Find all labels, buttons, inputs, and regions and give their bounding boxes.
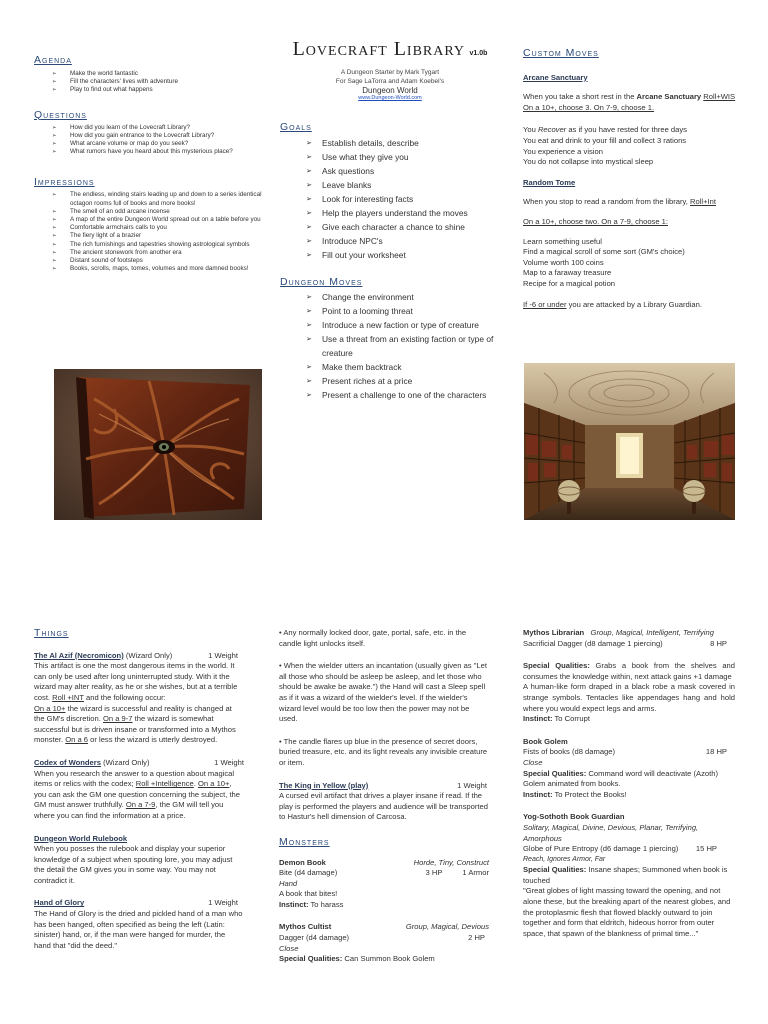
list-item: ➢ A map of the entire Dungeon World spread out on a table before you <box>52 216 264 224</box>
codex-text <box>34 769 244 822</box>
text-span: Roll+Int <box>690 197 716 207</box>
dungeon-moves-list <box>306 290 510 402</box>
list-item: ➢ The smell of an odd arcane incense <box>52 208 264 216</box>
text-span: 1 Weight <box>214 757 244 767</box>
text-span: 1 Weight <box>208 650 238 660</box>
goals-list <box>306 136 510 262</box>
arcane-sanctuary-choose: On a 10+, choose 3. On 7-9, choose 1. <box>523 102 655 112</box>
guardian-range: Reach, Ignores Armor, Far <box>523 855 606 863</box>
text-span: This artifact is one the most dangerous items in the world. It can only be used after long uninterrupted study. With it the wizard may alter reality, as he or she wishes, but at a terrible cost. <box>34 661 238 702</box>
text-span: To Protect the Books! <box>552 789 627 799</box>
librarian-instinct <box>523 714 735 725</box>
tome-option: Find a magical scroll of some sort (GM's choice) <box>523 247 685 257</box>
library-hall-image <box>524 363 735 520</box>
text-span: 2 HP <box>468 933 485 943</box>
librarian-header <box>523 628 735 639</box>
list-item: ➢ Fill the characters' lives with adventure <box>52 78 264 86</box>
cultist-stats <box>279 933 489 944</box>
list-item: ➢ Distant sound of footsteps <box>52 257 264 265</box>
right-column-bottom <box>523 628 735 939</box>
text-span: Hand of Glory <box>34 898 85 908</box>
text-span: Special Qualities: <box>523 768 587 778</box>
text-span: Group, Magical, Devious <box>405 922 489 932</box>
al-azif-header <box>34 651 244 662</box>
demon-book-header <box>279 858 489 869</box>
text-span: Special Qualities: <box>523 865 587 875</box>
text-span: To harass <box>308 899 344 909</box>
list-item: ➢ Establish details, describe <box>306 136 510 150</box>
dungeon-moves-heading: Dungeon Moves <box>280 276 363 288</box>
demon-book-stats <box>279 868 489 879</box>
list-item: ➢ Change the environment <box>306 290 510 304</box>
text-span: On a 10+ <box>198 779 230 789</box>
text-span: On a 10+ <box>34 703 66 713</box>
list-item: ➢ Give each character a chance to shine <box>306 220 510 234</box>
list-item: ➢ Make the world fantastic <box>52 70 264 78</box>
cultist-qualities <box>279 954 489 965</box>
list-item: ➢ What arcane volume or map do you seek? <box>52 140 264 148</box>
cultist-range: Close <box>279 943 299 953</box>
list-item: ➢ Ask questions <box>306 164 510 178</box>
things-column <box>34 628 244 951</box>
golem-stats <box>523 747 735 758</box>
impressions-heading: Impressions <box>34 176 95 189</box>
agenda-list <box>34 70 264 95</box>
list-item: ➢ Introduce a new faction or type of creature <box>306 318 510 332</box>
list-item: ➢ The ancient stonework from another era <box>52 249 264 257</box>
text-span: , the GM will tell you where you can find the information at a price. <box>34 800 224 820</box>
text-span: Recover <box>537 125 567 135</box>
rulebook-text: When you posses the rulebook and display your superior knowledge of a subject when spouting lore, you may adjust the detail the GM gives you in some way. You may not contradict it. <box>34 844 233 885</box>
al-azif-text <box>34 661 244 746</box>
text-span: Arcane Sanctuary <box>636 92 702 102</box>
golem-header: Book Golem <box>523 736 568 746</box>
dungeon-world-link[interactable]: www.Dungeon-World.com <box>358 95 422 101</box>
guardian-stats <box>523 844 735 855</box>
text-span: you are attacked by a Library Guardian. <box>566 299 702 309</box>
text-span: If -6 or under <box>523 299 567 309</box>
text-span: 1 Weight <box>457 780 487 790</box>
list-item: ➢ Help the players understand the moves <box>306 206 510 220</box>
cultist-header <box>279 922 489 933</box>
text-span: Mythos Cultist <box>279 922 332 932</box>
text-span: Dagger (d4 damage) <box>279 933 350 943</box>
text-span: Bite (d4 damage) <box>279 868 338 878</box>
text-span: Can Summon Book Golem <box>342 954 435 964</box>
cursed-book-image <box>54 369 262 520</box>
guardian-quote: "Great globes of light massing toward the opening, and not alone these, but the breaking apart of the nearest globes, and the protoplasmic flesh that flowed blackly outward to join together and form that eldritch, hideous horror from outer space, that spawn of the blankness of primal time..." <box>523 886 731 938</box>
text-span: When you take a short rest in the <box>523 92 637 102</box>
text-span: To Corrupt <box>552 714 590 724</box>
text-span: Roll +INT <box>52 692 84 702</box>
text-span: 3 HP <box>425 868 443 878</box>
text-span: Instinct: <box>523 714 553 724</box>
text-span: On a 6 <box>65 735 89 745</box>
king-in-yellow-header <box>279 781 489 792</box>
text-span: Globe of Pure Entropy (d6 damage 1 piercing) <box>523 844 679 854</box>
text-span: or less the wizard is utterly destroyed. <box>88 735 218 745</box>
hand-of-glory-header <box>34 898 244 909</box>
random-tome-fail <box>523 300 738 311</box>
list-item: ➢ Make them backtrack <box>306 360 510 374</box>
list-item: ➢ How did you gain entrance to the Lovecraft Library? <box>52 132 264 140</box>
list-item: ➢ The endless, winding stairs leading up and down to a series identical octagon rooms full of books and more books! <box>52 191 264 207</box>
text-span: the wizard is successful and reality is changed at the GM's discretion. <box>34 703 232 724</box>
random-tome-title: Random Tome <box>523 177 576 187</box>
questions-heading: Questions <box>34 108 87 121</box>
tome-option: Volume worth 100 coins <box>523 257 604 267</box>
text-span: Codex of Wonders <box>34 757 101 767</box>
text-span: Demon Book <box>279 857 326 867</box>
text-span: . <box>193 779 198 789</box>
text-span: and the following occur: <box>83 692 166 702</box>
goals-heading: Goals <box>280 121 312 133</box>
text-span: Special Qualities: <box>279 954 343 964</box>
text-span: the wizard is somewhat successful but is driven insane or transformed into a Mythos monster. <box>34 714 236 745</box>
subtitle-author: A Dungeon Starter by Mark Tygart <box>340 69 440 76</box>
golem-instinct <box>523 790 735 801</box>
random-tome-choose: On a 10+, choose two. On a 7-9, choose 1: <box>523 216 669 226</box>
hand-bullet: • Any normally locked door, gate, portal, safe, etc. in the candle light unlocks itself. <box>279 628 467 648</box>
arcane-sanctuary-intro <box>523 92 738 103</box>
text-span: Roll+WIS <box>703 92 736 102</box>
text-span: The King in Yellow (play) <box>279 780 369 790</box>
golem-qualities <box>523 769 735 780</box>
text-span: When you research the answer to a question about magical items or relics with the codex; <box>34 768 235 789</box>
page-title <box>270 38 510 61</box>
agenda-heading: Agenda <box>34 54 72 66</box>
list-item: ➢ Use what they give you <box>306 150 510 164</box>
arcane-option: You do not collapse into mystical sleep <box>523 157 654 167</box>
subtitle-credit: For Sage LaTorra and Adam Koebel's <box>335 77 445 85</box>
left-column-top <box>34 54 264 273</box>
list-item: ➢ Point to a looming threat <box>306 304 510 318</box>
things-heading: Things <box>34 627 69 639</box>
text-span: Fists of books (d8 damage) <box>523 747 616 757</box>
hand-of-glory-text: The Hand of Glory is the dried and pickled hand of a man who has been hanged, often specified as being the left (Latin: sinister) hand, or, if the man were hanged for murder, the hand that "did the deed." <box>34 909 243 950</box>
text-span: 18 HP <box>705 747 727 757</box>
list-item: ➢ The rich furnishings and tapestries showing astrological symbols <box>52 241 264 249</box>
right-column-top <box>523 48 738 310</box>
text-span: Horde, Tiny, Construct <box>413 857 489 867</box>
rulebook-header: Dungeon World Rulebook <box>34 833 128 843</box>
arcane-option <box>523 125 738 136</box>
librarian-qualities <box>523 661 735 682</box>
text-span: Group, Magical, Intelligent, Terrifying <box>590 628 714 637</box>
arcane-sanctuary-title: Arcane Sanctuary <box>523 72 588 82</box>
text-span: Special Qualities: <box>523 661 590 671</box>
questions-list <box>34 124 264 157</box>
list-item: ➢ Comfortable armchairs calls to you <box>52 224 264 232</box>
list-item: ➢ Introduce NPC's <box>306 234 510 248</box>
guardian-tags: Solitary, Magical, Divine, Devious, Planar, Terrifying, Amorphous <box>523 822 699 843</box>
list-item: ➢ Play to find out what happens <box>52 86 264 94</box>
list-item: ➢ Books, scrolls, maps, tomes, volumes and more damned books! <box>52 265 264 273</box>
list-item: ➢ Present riches at a price <box>306 374 510 388</box>
list-item: ➢ Present a challenge to one of the characters <box>306 388 510 402</box>
dungeon-world-label: Dungeon World <box>362 86 418 95</box>
golem-desc: Golem animated from books. <box>523 779 621 789</box>
text-span: as if you have rested for three days <box>566 125 687 135</box>
text-span: Insane shapes; Summoned when book is touched <box>523 865 728 885</box>
text-span: 1 Weight <box>208 898 238 908</box>
text-span: 8 HP <box>710 638 727 648</box>
custom-moves-heading: Custom Moves <box>523 47 599 59</box>
text-span: On a 9-7 <box>102 714 133 724</box>
list-item: ➢ Leave blanks <box>306 178 510 192</box>
list-item: ➢ The fiery light of a brazier <box>52 232 264 240</box>
tome-option: Recipe for a magical potion <box>523 278 616 288</box>
impressions-list <box>34 191 264 273</box>
text-span: Command word will deactivate (Azoth) <box>586 768 718 778</box>
demon-book-desc: A book that bites! <box>279 889 338 899</box>
random-tome-intro <box>523 197 738 208</box>
arcane-option: You experience a vision <box>523 146 603 156</box>
list-item: ➢ Look for interesting facts <box>306 192 510 206</box>
text-span: Grabs a book from the shelves and consumes the knowledge within, next attack gains +1 damage <box>523 661 735 681</box>
title-text: Lovecraft Library <box>292 38 466 60</box>
text-span: , you can ask the GM one question concerning the subject, the GM must answer truthfully. <box>34 779 241 810</box>
text-span: Instinct: <box>523 789 553 799</box>
demon-book-range: Hand <box>279 878 298 888</box>
text-span: Mythos Librarian <box>523 628 585 637</box>
tome-option: Learn something useful <box>523 236 602 246</box>
hand-bullet: • The candle flares up blue in the presence of secret doors, buried treasure, etc. and its light reveals any invisible creature or item. <box>279 736 488 767</box>
text-span: On a 7-9 <box>125 800 156 810</box>
text-span: The Al Azif (Necromicon) <box>34 650 124 660</box>
guardian-qualities <box>523 865 735 886</box>
hand-bullet: • When the wielder utters an incantation (usually given as "Let all those who should be asleep be asleep, and let those who should be awake be awake.") the Hand will cast a Sleep spell as if it was a wizard of the wielder's level. If the wielder's wizard level would be too low then the power may not be used. <box>279 661 487 724</box>
arcane-option: You eat and drink to your fill and collect 3 rations <box>523 135 687 145</box>
list-item: ➢ Fill out your worksheet <box>306 248 510 262</box>
text-span: (Wizard Only) <box>103 757 150 767</box>
demon-book-instinct <box>279 900 489 911</box>
codex-header <box>34 758 244 769</box>
text-span: Instinct: <box>279 899 309 909</box>
list-item: ➢ What rumors have you heard about this mysterious place? <box>52 148 264 156</box>
text-span: Roll +Intelligence <box>135 779 194 789</box>
list-item: ➢ How did you learn of the Lovecraft Library? <box>52 124 264 132</box>
tome-option: Map to a faraway treasure <box>523 268 612 278</box>
librarian-desc: A human-like form draped in a black robe a mask covered in strange symbols. Tentacles like appendages hang and hold where you would expect legs and arms. <box>523 682 735 713</box>
guardian-header: Yog-Sothoth Book Guardian <box>523 812 625 822</box>
list-item: ➢ Use a threat from an existing faction or type of creature <box>306 332 510 360</box>
middle-column-bottom <box>279 628 489 965</box>
version-label: v1.0b <box>469 50 488 57</box>
text-span: You <box>523 125 538 135</box>
librarian-stats <box>523 639 735 650</box>
monsters-heading: Monsters <box>279 835 330 848</box>
middle-column-top <box>270 38 510 402</box>
king-in-yellow-text: A cursed evil artifact that drives a player insane if read. If the play is performed the players and audience will be transported to Hastur's hell dimension of Carcosa. <box>279 791 488 822</box>
text-span: Sacrificial Dagger (d8 damage 1 piercing) <box>523 638 663 648</box>
golem-range: Close <box>523 757 543 767</box>
text-span: (Wizard Only) <box>125 650 173 660</box>
text-span: 1 Armor <box>462 868 489 878</box>
text-span: 15 HP <box>695 844 717 854</box>
text-span: When you stop to read a random from the library, <box>523 197 690 207</box>
